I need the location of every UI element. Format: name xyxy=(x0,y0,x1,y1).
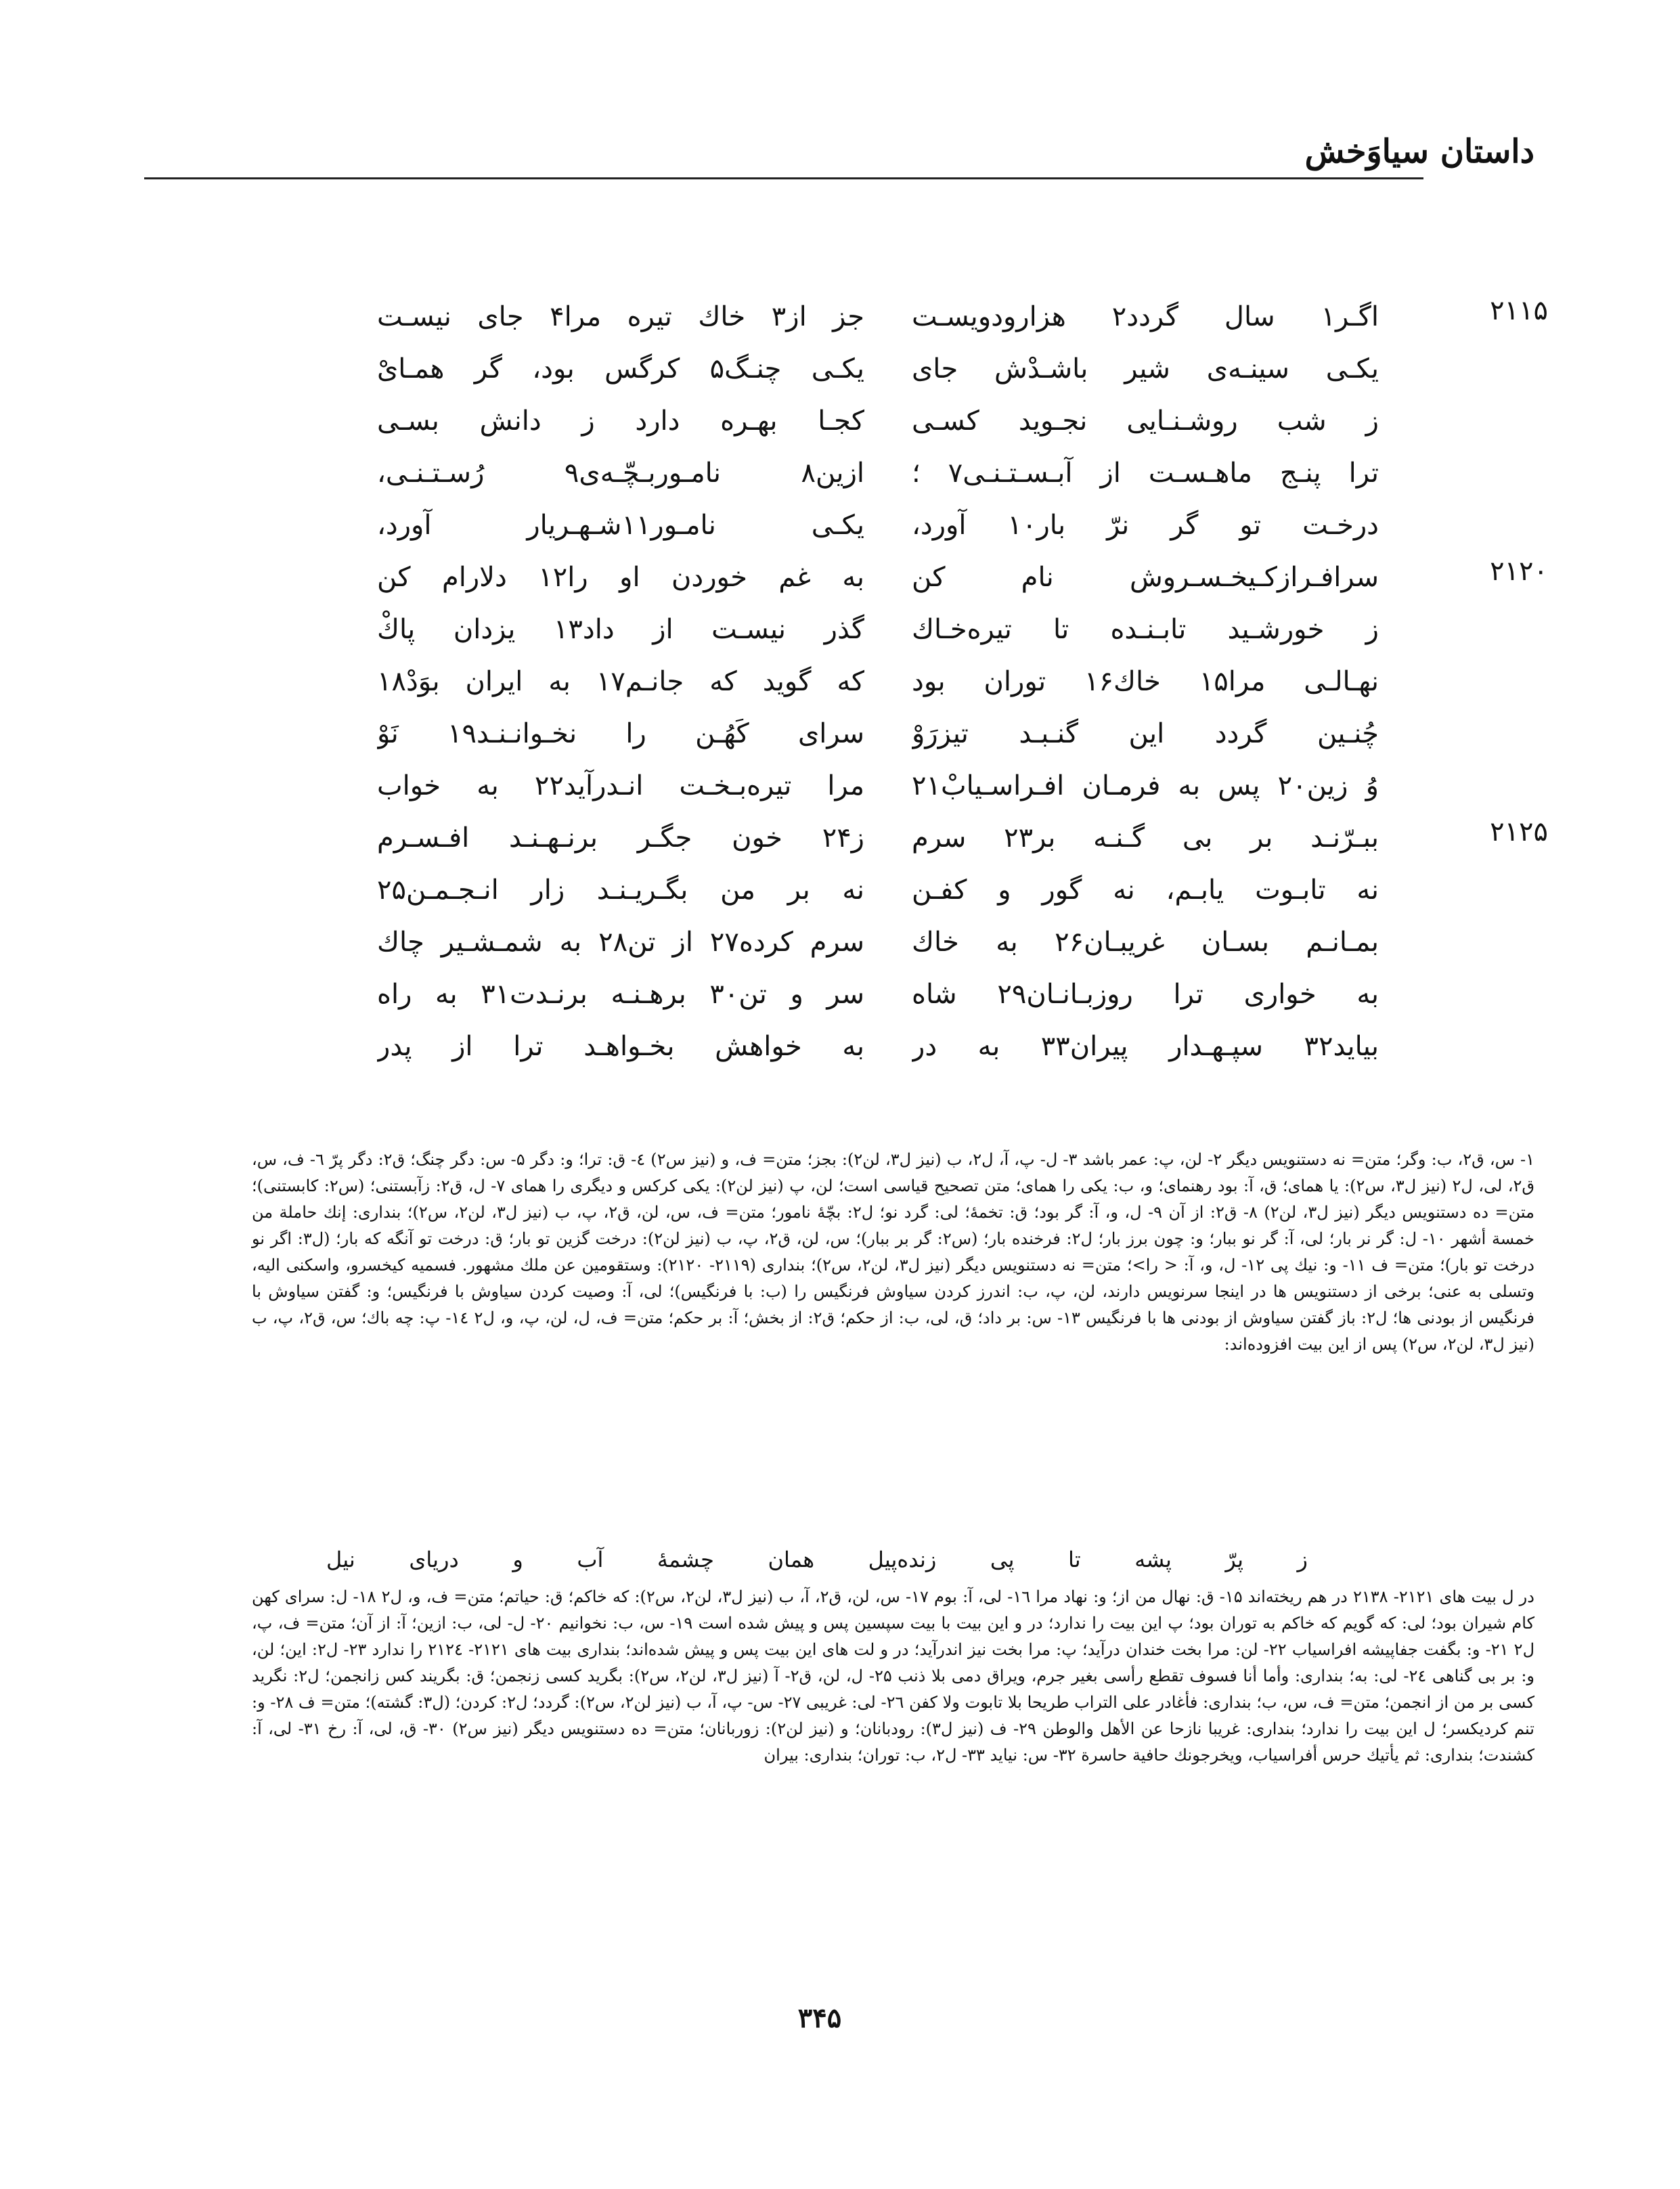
second-hemistich: یکـی چنـگ۵ کرگس بود، گر همـایْ xyxy=(377,353,864,384)
first-hemistich: اگـر۱ سال گردد۲ هزارودویسـت xyxy=(912,301,1379,332)
second-hemistich: به غم خوردن او را۱۲ دلارام کن xyxy=(377,562,864,593)
second-hemistich: یکـی نامـور۱۱شـهـریار آورد، xyxy=(377,510,864,541)
first-hemistich: بمـانـم بسـان غریبـان۲۶ به خاك xyxy=(912,927,1379,958)
first-hemistich: بیاید۳۲ سپـهـدار پیران۳۳ به در xyxy=(912,1031,1379,1062)
first-hemistich: ببـرّنـد بر بی گـنـه بر۲۳ سرم xyxy=(912,822,1379,854)
second-hemistich: گذر نیسـت از داد۱۳ یزدان پاكْ xyxy=(377,614,864,645)
couplet xyxy=(255,500,1548,552)
couplet xyxy=(255,916,1548,969)
couplet xyxy=(255,864,1548,916)
first-hemistich: ز خورشـید تابـنـده تا تیره‌خـاك xyxy=(912,614,1379,645)
verse-section xyxy=(255,291,1548,1073)
first-hemistich: چُنـین گردد این گنـبـد تیزرَوْ xyxy=(912,718,1379,749)
couplet xyxy=(255,656,1548,708)
couplet xyxy=(255,1021,1548,1073)
first-hemistich: سرافـرازکـیخـسـروش نام کن xyxy=(912,562,1379,593)
first-hemistich: ترا پنـج ماهـسـت از آبـسـتـنـی۷ ؛ xyxy=(912,458,1379,489)
footnote-paragraph: ۱- س، ق۲، ب: وگر؛ متن= نه دستنویس دیگر ۲- لن، پ: عمر باشد ۳- ل- پ، آ، ل۲، ب (نیز ل۳، لن۲): بجز؛ متن= ف، و (نیز س۲) ٤- ق: ترا؛ و: دگر ۵- س: دگر چنگ؛ ق۲: دگر پرّ ٦- ف، س، ق۲، لی، ل۲ (نیز ل۳، س۲): یا همای؛ ق، آ: بود رهنمای؛ و، ب: یکی را همای؛ متن تصحیح قیاسی است؛ لن، پ (نیز لن۲): یکی کرکس و دیگری را همای ۷- ل، ق۲: زآبستنی؛ (س۲: کابستنی)؛ متن= ده دستنویس دیگر (نیز ل۳، لن۲) ۸- ق۲: از آن ۹- ل، و، آ: گر بود؛ ق: تخمهٔ؛ لی: گرد نو؛ ل۲: بچّهٔ نامور؛ متن= ف، س، لن، ق۲، پ، ب (نیز ل۳، لن۲، س۲)؛ بنداری: إنك حاملة من خمسة أشهر ۱۰- ل: گر نر بار؛ لی، آ: گر نو ببار؛ و: چون برز بار؛ ل۲: فرخنده بار؛ (س۲: گر بر ببار)؛ س، لن، ق۲، پ، ب (نیز لن۲): درخت گزین تو بار؛ ق: درخت تو آنگه که بار؛ (ل۳: اگر نو درخت تو بار)؛ متن= ف ۱۱- و: نیك پی ۱۲- ل، و، آ: < را>؛ متن= نه دستنویس دیگر (نیز ل۳، لن۲، س۲)؛ بنداری (۲۱۱۹- ۲۱۲۰): وستقومین عن ملك مشهور. فسمیه کیخسرو، واسکنی الیه، وتسلی به عنی؛ برخی از دستنویس ها در اینجا سرنویس دارند، لن، پ، ب: اندرز کردن سیاوش فرنگیس را (ب: با فرنگیس)؛ لی، آ: وصیت کردن سیاوش با فرنگیس؛ و: گفتن سیاوش با فرنگیس از بودنی ها؛ ل۲: باز گفتن سیاوش از بودنی ها با فرنگیس ۱۳- س: بر داد؛ ق، لی، ب: از حکم؛ ق۲: از بخش؛ آ: بر حکم؛ متن= ف، ل، لن، پ، و، ل۲ ۱٤- پ: چه باك؛ س، ق۲، پ، ب (نیز ل۳، لن۲، س۲) پس از این بیت افزوده‌اند: xyxy=(252,1150,1535,1354)
first-hemistich: نهـالـی مرا۱۵ خاك۱۶ توران بود xyxy=(912,666,1379,697)
couplet xyxy=(255,604,1548,656)
couplet xyxy=(255,395,1548,447)
second-hemistich: مرا تیره‌بـخـت انـدرآید۲۲ به خواب xyxy=(377,770,864,801)
couplet xyxy=(255,552,1548,604)
first-hemistich: نه تابـوت یابـم، نه گور و کفـن xyxy=(912,875,1379,906)
first-hemistich: وُ زین۲۰ پس به فرمـان افـراسـیابْ۲۱ xyxy=(912,770,1379,801)
couplet xyxy=(255,760,1548,812)
couplet xyxy=(255,343,1548,395)
second-hemistich: سرای کَهُـن را نخـوانـنـد۱۹ نَوْ xyxy=(377,718,864,749)
footnote-quoted-verse: ز پرّ پشه تا پی زنده‌پیل همان چشمهٔ آب و دریای نیل xyxy=(326,1547,1308,1572)
verse-number: ۲۱۲۰ xyxy=(1490,556,1548,587)
running-title: داستان سیاوَخش xyxy=(1304,133,1534,171)
first-hemistich: ز شب روشـنـایی نجـوید کسـی xyxy=(912,405,1379,437)
footnotes-block-2 xyxy=(252,1584,1534,1769)
second-hemistich: به خواهش بخـواهـد ترا از پدر xyxy=(377,1031,864,1062)
second-hemistich: سرم کرده۲۷ از تن۲۸ به شمـشـیر چاك xyxy=(377,927,864,958)
verse-number: ۲۱۱۵ xyxy=(1490,295,1548,326)
second-hemistich: سر و تن۳۰ برهـنـه برنـدت۳۱ به راه xyxy=(377,979,864,1010)
verse-number: ۲۱۲۵ xyxy=(1490,816,1548,847)
page-number: ۳۴۵ xyxy=(797,2002,842,2034)
footnotes-block-1 xyxy=(252,1147,1534,1358)
couplet xyxy=(255,291,1548,343)
couplet xyxy=(255,708,1548,760)
first-hemistich: به خواری ترا روزبـانـان۲۹ شاه xyxy=(912,979,1379,1010)
couplet xyxy=(255,969,1548,1021)
first-hemistich: یکـی سینـه‌ی شیر باشـدْش جای xyxy=(912,353,1379,384)
first-hemistich: درخـت تو گر نرّ بار۱۰ آورد، xyxy=(912,510,1379,541)
second-hemistich: کجـا بهـره دارد ز دانش بسـی xyxy=(377,405,864,437)
second-hemistich: ز۲۴ خون جگـر برنـهـنـد افـسـرم xyxy=(377,822,864,854)
second-hemistich: نه بر من بگـریـنـد زار انـجـمـن۲۵ xyxy=(377,875,864,906)
second-hemistich: که گوید که جانـم۱۷ به ایران بوَدْ۱۸ xyxy=(377,666,864,697)
second-hemistich: ازین۸ نامـوربـچّـه‌ی۹ رُسـتـنـی، xyxy=(377,458,864,489)
couplet xyxy=(255,812,1548,864)
second-hemistich: جز از۳ خاك تیره مرا۴ جای نیسـت xyxy=(377,301,864,332)
footnote-paragraph: در ل بیت های ۲۱۲۱- ۲۱۳۸ در هم ریخته‌اند ۱۵- ق: نهال من از؛ و: نهاد مرا ۱٦- لی، آ: بوم ۱۷- س، لن، ق۲، آ، ب (نیز ل۳، لن۲، س۲): که خاکم؛ ق: حیاتم؛ متن= ف، و، ل۲ ۱۸- ل: سرای کهن کام شیران بود؛ لی: که گویم که خاکم به توران بود؛ پ این بیت را ندارد؛ در و این بیت با بیت سپسین پس و پیش شده است ۱۹- س، ب: نخوانیم ۲۰- ل- لی، ب: ازین؛ آ: از آن؛ متن= ف، پ، ل۲ ۲۱- و: بگفت جفاپیشه افراسیاب ۲۲- لن: مرا بخت خندان درآید؛ پ: مرا بخت نیز اندرآید؛ در و لت های این بیت پس و پیش شده‌اند؛ بنداری بیت های ۲۱۲۱- ۲۱۲٤ را ندارد ۲۳- ل۲: این؛ لن، و: بر بی گناهی ۲٤- لی: به؛ بنداری: وأما أنا فسوف تقطع رأسی بغیر جرم، ویراق دمی بلا ذنب ۲۵- ل، لن، ق۲- آ (نیز ل۳، لن۲، س۲): بگرید کسی زنجمن؛ ق: بگریند کس زانجمن؛ ل۲: نگرید کسی بر من از انجمن؛ متن= ف، س، ب؛ بنداری: فأغادر علی التراب طریحا بلا تابوت ولا کفن ۲٦- لی: غریبی ۲۷- س- پ، آ، ب (نیز لن۲، س۲): گردد؛ ل۲: کردن؛ (ل۳: گشته)؛ متن= ف ۲۸- و: تنم کردیکسر؛ ل این بیت را ندارد؛ بنداری: غریبا نازحا عن الأهل والوطن ۲۹- ف (نیز ل۳): رودبانان؛ و (نیز لن۲): زوربانان؛ متن= ده دستنویس دیگر (نیز س۲) ۳۰- ق، لی، آ: رخ ۳۱- لی، آ: کشندت؛ بنداری: ثم یأتیك حرس أفراسیاب، ویخرجونك حافیة حاسرة ۳۲- س: نیاید ۳۳- ل۲، ب: توران؛ بنداری: بیران xyxy=(252,1587,1535,1765)
couplet xyxy=(255,447,1548,500)
header-rule xyxy=(144,177,1423,179)
